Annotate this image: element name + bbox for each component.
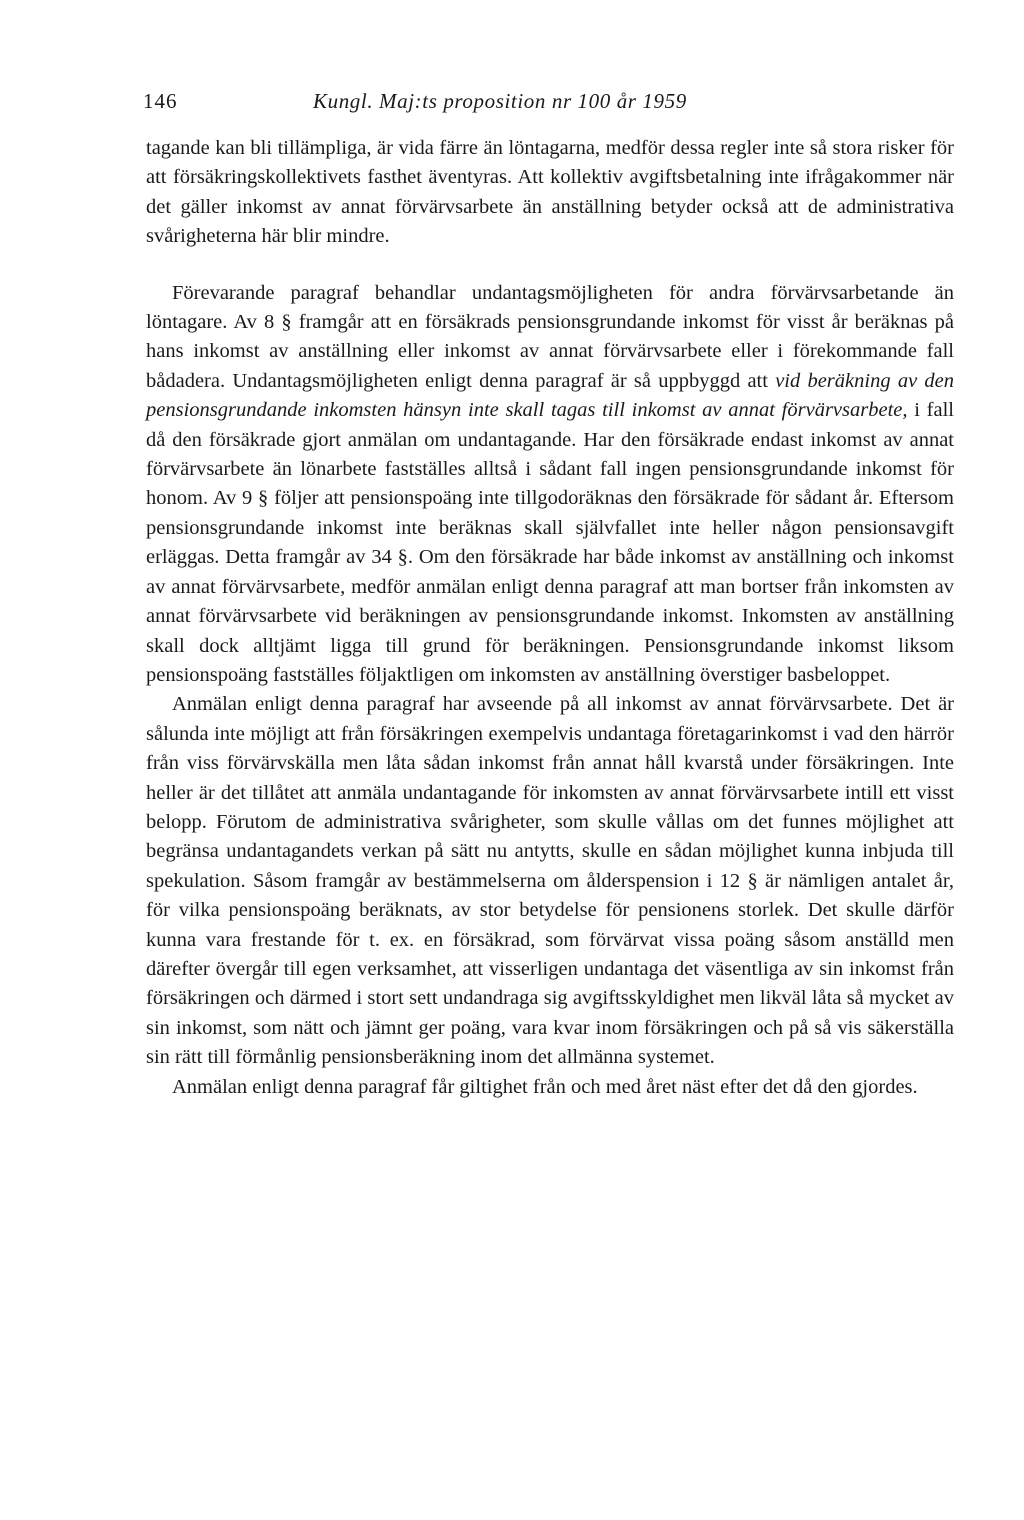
paragraph-notice-scope: Anmälan enligt denna paragraf har avseende på all inkomst av annat förvärvsarbete. Det är sålunda inte möjligt att från försäkringen exempelvis undantaga företagarinkomst i vad den härrör från viss förvärvskälla men låta sådan inkomst från annat håll kvarstå under försäkringen. Inte heller är det tillåtet att anmäla undantagande för inkomsten av annat förvärvsarbete intill ett visst belopp. Förutom de administrativa svårigheter, som skulle vållas om det funnes möjlighet att begränsa undantagandets verkan på sätt nu antytts, skulle en sådan möjlighet kunna inbjuda till spekulation. Såsom framgår av bestämmelserna om ålderspension i 12 § är nämligen antalet år, för vilka pensionspoäng beräknats, av stor betydelse för pensionens storlek. Det skulle därför kunna vara frestande för t. ex. en försäkrad, som förvärvat vissa poäng såsom anställd men därefter övergår till egen verksamhet, att visserligen undantaga det väsentliga av sin inkomst från försäkringen och därmed i stort sett undandraga sig avgiftsskyldighet men likväl låta så mycket av sin inkomst, som nätt och jämnt ger poäng, vara kvar inom försäkringen och på så vis säkerställa sin rätt till förmånlig pensionsberäkning inom det allmänna systemet. (146, 693, 954, 1069)
running-head (143, 86, 955, 116)
running-title: Kungl. Maj:ts proposition nr 100 år 1959 (313, 89, 687, 113)
body-text (146, 134, 954, 1102)
page-number: 146 (143, 89, 178, 113)
paragraph-exception-rule (146, 279, 954, 691)
paragraph-continuation: tagande kan bli tillämpliga, är vida färre än löntagarna, medför dessa regler inte så stora risker för att försäkringskollektivets fasthet äventyras. Att kollektiv avgiftsbetalning inte ifrågakommer när det gäller inkomst av annat förvärvsarbete än anställning betyder också att de administrativa svårigheterna här blir mindre. (146, 137, 954, 248)
paragraph-notice-validity: Anmälan enligt denna paragraf får giltighet från och med året näst efter det då den gjordes. (172, 1075, 918, 1098)
paragraph-text-before-emphasis: Förevarande paragraf behandlar undantagsmöjligheten för andra förvärvsarbetande än löntagare. Av 8 § framgår att en försäkrads pensionsgrundande inkomst för visst år beräknas på hans inkomst av anställning eller inkomst av annat förvärvsarbete eller i förekommande fall bådadera. Undantagsmöjligheten enligt denna paragraf är så uppbyggd att (146, 281, 954, 392)
paragraph-text-after-emphasis: i fall då den försäkrade gjort anmälan om undantagande. Har den försäkrade endast inkomst av annat förvärvsarbete än lönarbete fastställes alltså i sådant fall ingen pensionsgrundande inkomst för honom. Av 9 § följer att pensionspoäng inte tillgodoräknas den försäkrade för sådant år. Eftersom pensionsgrundande inkomst inte beräknas skall självfallet inte heller någon pensionsavgift erläggas. Detta framgår av 34 §. Om den försäkrade har både inkomst av anställning och inkomst av annat förvärvsarbete, medför anmälan enligt denna paragraf att man bortser från inkomsten av annat förvärvsarbete vid beräkningen av pensionsgrundande inkomst. Inkomsten av anställning skall dock alltjämt ligga till grund för beräkningen. Pensionsgrundande inkomst liksom pensionspoäng fastställes följaktligen om inkomsten av anställning överstiger basbeloppet. (146, 399, 954, 686)
italic-emphasis: vid beräkning av den pensionsgrundande inkomsten hänsyn inte skall tagas till inkomst av annat förvärvsarbete, (146, 369, 954, 422)
